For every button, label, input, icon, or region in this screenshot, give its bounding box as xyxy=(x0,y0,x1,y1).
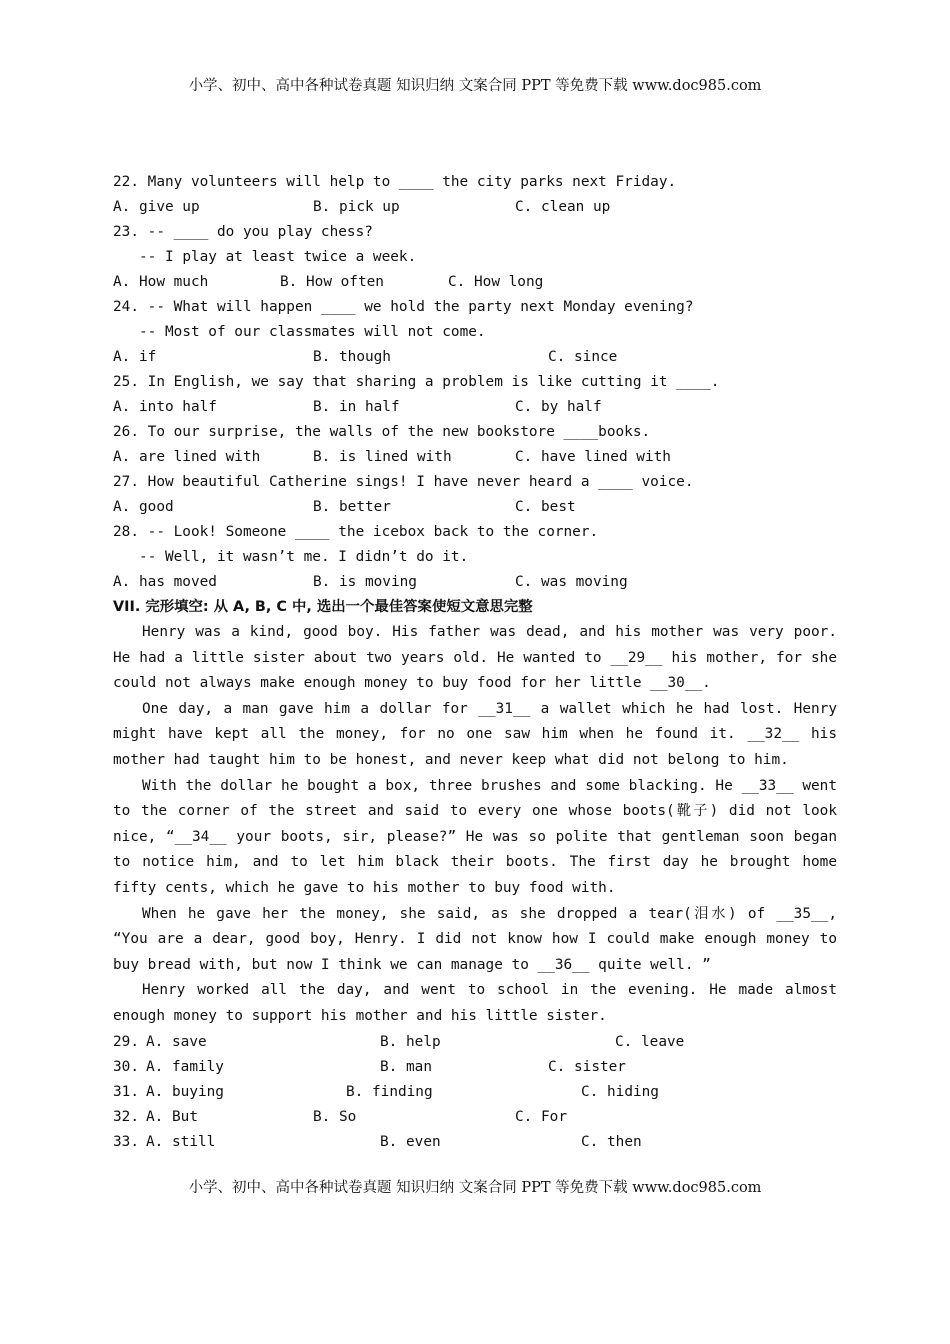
option-b[interactable]: B. in half xyxy=(313,399,400,415)
option-b[interactable]: B. is moving xyxy=(313,574,417,590)
option-a[interactable]: A. if xyxy=(113,349,157,365)
option-a[interactable]: A. are lined with xyxy=(113,449,261,465)
question-stem: 27. How beautiful Catherine sings! I have never heard a ____ voice. xyxy=(113,474,694,490)
question-stem: 28. -- Look! Someone ____ the icebox back to the corner. xyxy=(113,524,599,540)
option-a[interactable]: A. give up xyxy=(113,199,200,215)
question-stem: 26. To our surprise, the walls of the new bookstore ____books. xyxy=(113,424,651,440)
option-b[interactable]: B. pick up xyxy=(313,199,400,215)
cloze-passage xyxy=(113,620,837,1030)
question-stem: 22. Many volunteers will help to ____ the city parks next Friday. xyxy=(113,174,677,190)
question-number: 30. xyxy=(113,1058,139,1075)
passage-paragraph: When he gave her the money, she said, as she dropped a tear(泪水) of __35__, “You are a dear, good boy, Henry. I did not know how I could make enough money to buy bread with, but now I think we can manage to __36__ quite well. ” xyxy=(113,905,837,973)
question-stem: 23. -- ____ do you play chess? xyxy=(113,224,373,240)
cloze-question-row xyxy=(113,1080,837,1105)
option-b[interactable]: B. help xyxy=(380,1033,441,1050)
option-a[interactable]: A. save xyxy=(146,1033,207,1050)
option-a[interactable]: A. into half xyxy=(113,399,217,415)
page-footer: 小学、初中、高中各种试卷真题 知识归纳 文案合同 PPT 等免费下载 www.doc985.com xyxy=(188,1180,762,1196)
question-options xyxy=(113,270,837,295)
question-options xyxy=(113,345,837,370)
question-stem: -- Well, it wasn’t me. I didn’t do it. xyxy=(139,549,469,565)
question-list xyxy=(113,170,837,595)
cloze-question-row xyxy=(113,1105,837,1130)
passage-paragraph: Henry was a kind, good boy. His father was dead, and his mother was very poor. He had a little sister about two years old. He wanted to __29__ his mother, for she could not always make enough money to buy food for her little __30__. xyxy=(113,624,837,692)
option-b[interactable]: B. How often xyxy=(280,274,384,290)
option-c[interactable]: C. leave xyxy=(615,1033,685,1050)
question-number: 29. xyxy=(113,1033,139,1050)
option-b[interactable]: B. even xyxy=(380,1133,441,1150)
question-number: 32. xyxy=(113,1108,139,1125)
option-b[interactable]: B. though xyxy=(313,349,391,365)
option-b[interactable]: B. is lined with xyxy=(313,449,452,465)
option-c[interactable]: C. was moving xyxy=(515,574,628,590)
option-c[interactable]: C. sister xyxy=(548,1058,626,1075)
section-title: VII. 完形填空: 从 A, B, C 中, 选出一个最佳答案使短文意思完整 xyxy=(113,599,533,615)
option-c[interactable]: C. hiding xyxy=(581,1083,659,1100)
option-b[interactable]: B. finding xyxy=(346,1083,433,1100)
answer-options-list xyxy=(113,1030,837,1155)
option-a[interactable]: A. buying xyxy=(146,1083,224,1100)
option-b[interactable]: B. better xyxy=(313,499,391,515)
option-a[interactable]: A. family xyxy=(146,1058,224,1075)
option-a[interactable]: A. But xyxy=(146,1108,198,1125)
cloze-question-row xyxy=(113,1030,837,1055)
option-c[interactable]: C. by half xyxy=(515,399,602,415)
option-c[interactable]: C. best xyxy=(515,499,576,515)
option-c[interactable]: C. since xyxy=(548,349,618,365)
passage-paragraph: Henry worked all the day, and went to school in the evening. He made almost enough money to support his mother and his little sister. xyxy=(113,982,837,1024)
option-b[interactable]: B. So xyxy=(313,1108,357,1125)
option-b[interactable]: B. man xyxy=(380,1058,432,1075)
option-c[interactable]: C. have lined with xyxy=(515,449,671,465)
question-stem: -- I play at least twice a week. xyxy=(139,249,417,265)
question-options xyxy=(113,195,837,220)
question-number: 31. xyxy=(113,1083,139,1100)
option-a[interactable]: A. still xyxy=(146,1133,216,1150)
question-stem: 25. In English, we say that sharing a problem is like cutting it ____. xyxy=(113,374,720,390)
question-stem: 24. -- What will happen ____ we hold the party next Monday evening? xyxy=(113,299,694,315)
passage-paragraph: One day, a man gave him a dollar for __31__ a wallet which he had lost. Henry might have kept all the money, for no one saw him when he found it. __32__ his mother had taught him to be honest, and never keep what did not belong to him. xyxy=(113,700,837,768)
question-options xyxy=(113,395,837,420)
option-a[interactable]: A. has moved xyxy=(113,574,217,590)
question-number: 33. xyxy=(113,1133,139,1150)
question-options xyxy=(113,495,837,520)
page-header: 小学、初中、高中各种试卷真题 知识归纳 文案合同 PPT 等免费下载 www.doc985.com xyxy=(188,78,762,94)
passage-paragraph: With the dollar he bought a box, three brushes and some blacking. He __33__ went to the corner of the street and said to every one whose boots(靴子) did not look nice, “__34__ your boots, sir, please?” He was so polite that gentleman soon began to notice him, and to let him black their boots. The first day he brought home fifty cents, which he gave to his mother to buy food with. xyxy=(113,777,837,896)
question-options xyxy=(113,445,837,470)
option-c[interactable]: C. then xyxy=(581,1133,642,1150)
question-options xyxy=(113,570,837,595)
exam-content xyxy=(113,170,837,1155)
option-a[interactable]: A. good xyxy=(113,499,174,515)
cloze-question-row xyxy=(113,1055,837,1080)
cloze-question-row xyxy=(113,1130,837,1155)
option-c[interactable]: C. For xyxy=(515,1108,567,1125)
option-c[interactable]: C. How long xyxy=(448,274,544,290)
question-stem: -- Most of our classmates will not come. xyxy=(139,324,486,340)
option-a[interactable]: A. How much xyxy=(113,274,209,290)
option-c[interactable]: C. clean up xyxy=(515,199,611,215)
